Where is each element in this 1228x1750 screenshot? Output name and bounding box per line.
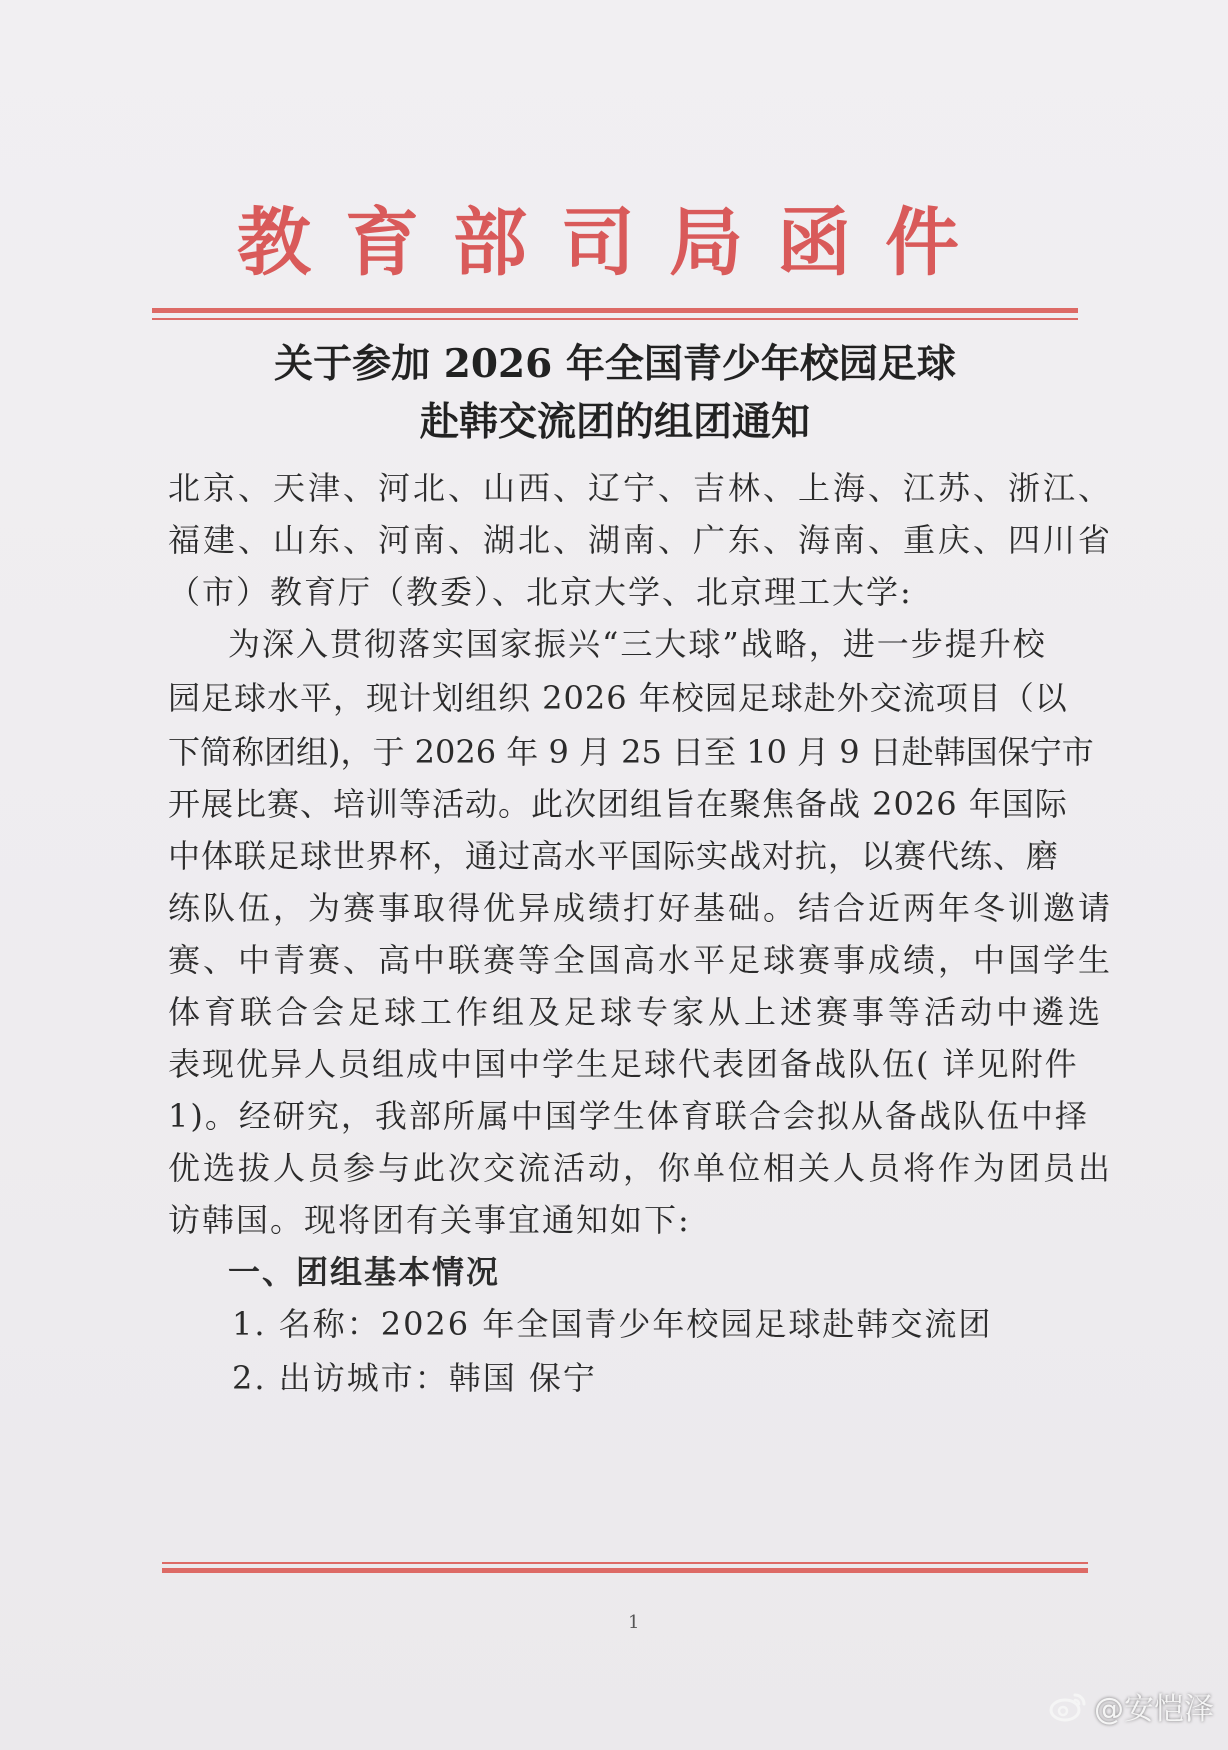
list-item: 2. 出访城市：韩国 保宁 — [232, 1359, 597, 1397]
footer-rule-thick — [162, 1568, 1088, 1573]
addressee-line-2: 福建、山东、河南、湖北、湖南、广东、海南、重庆、四川省 — [168, 521, 1114, 559]
document-title-line-2: 赴韩交流团的组团通知 — [419, 399, 810, 445]
body-line: 下简称团组)，于 2026 年 9 月 25 日至 10 月 9 日赴韩国保宁市 — [168, 733, 1094, 771]
weibo-icon — [1048, 1689, 1088, 1723]
body-line: 表现优异人员组成中国中学生足球代表团备战队伍( 详见附件 — [168, 1045, 1079, 1083]
section-heading: 一、团组基本情况 — [228, 1253, 501, 1291]
document-title-line-1: 关于参加 2026 年全国青少年校园足球 — [274, 341, 956, 387]
list-item: 1. 名称：2026 年全国青少年校园足球赴韩交流团 — [232, 1305, 993, 1343]
body-line: 开展比赛、培训等活动。此次团组旨在聚焦备战 2026 年国际 — [168, 785, 1068, 823]
body-line: 园足球水平，现计划组织 2026 年校园足球赴外交流项目（以 — [168, 679, 1068, 717]
letterhead-rule-thin — [152, 318, 1078, 320]
body-line: 赛、中青赛、高中联赛等全国高水平足球赛事成绩，中国学生 — [168, 941, 1114, 979]
letterhead-rule-thick — [152, 308, 1078, 313]
body-line: 访韩国。现将团有关事宜通知如下: — [168, 1201, 691, 1239]
addressee-line-3: （市）教育厅（教委）、北京大学、北京理工大学: — [168, 573, 913, 611]
body-line: 中体联足球世界杯，通过高水平国际实战对抗，以赛代练、磨 — [168, 837, 1060, 875]
body-line: 体育联合会足球工作组及足球专家从上述赛事等活动中遴选 — [168, 993, 1105, 1031]
addressee-line-1: 北京、天津、河北、山西、辽宁、吉林、上海、江苏、浙江、 — [168, 469, 1114, 507]
letterhead: 教育部司局函件 — [237, 200, 993, 286]
watermark — [1048, 1684, 1214, 1728]
body-line: 优选拔人员参与此次交流活动，你单位相关人员将作为团员出 — [168, 1149, 1114, 1187]
body-line: 练队伍，为赛事取得优异成绩打好基础。结合近两年冬训邀请 — [168, 889, 1114, 927]
body-line: 1)。经研究，我部所属中国学生体育联合会拟从备战队伍中择 — [168, 1097, 1089, 1135]
watermark-text: @安恺泽 — [1094, 1692, 1214, 1727]
body-line: 为深入贯彻落实国家振兴“三大球”战略，进一步提升校 — [228, 625, 1047, 663]
footer-rule-thin — [162, 1562, 1088, 1564]
page-number: 1 — [628, 1612, 640, 1633]
